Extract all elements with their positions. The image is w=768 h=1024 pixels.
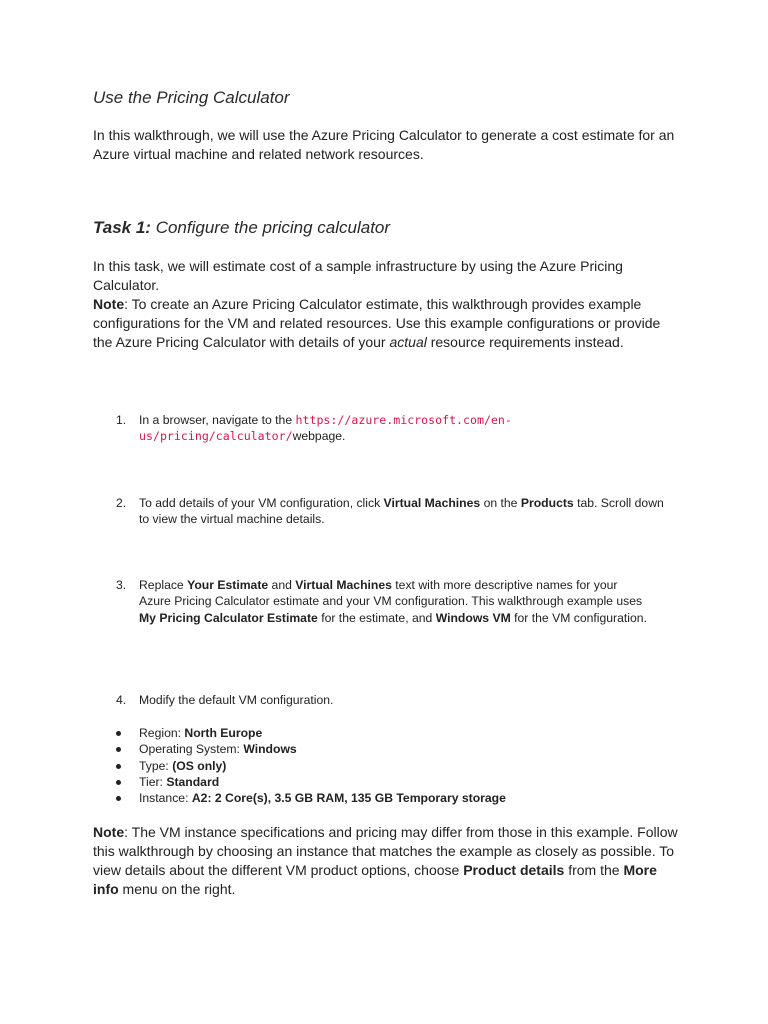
list-item [116,774,676,790]
config-label: Region: [139,726,185,740]
note-text-a: : The VM instance specifications and pricing may differ from those in this example. Follow this walkthrough by choosing an instance that matches the example as closely as possible. To view details about the different VM product options, choose [93,824,678,878]
step-1 [116,412,676,445]
note-paragraph [93,823,683,899]
bullet-icon [116,764,121,769]
vm-config-list [116,725,676,806]
step-bold: Products [520,496,574,510]
note-bold-product-details: Product details [463,862,565,878]
task-intro-text: In this task, we will estimate cost of a sample infrastructure by using the Azure Pricing Calculator. [93,258,623,293]
config-value: (OS only) [172,758,227,773]
note-text-c: menu on the right. [118,881,236,897]
config-label: Type: [139,758,173,773]
note-emphasis: actual [389,334,427,350]
config-label: Instance: [139,791,192,806]
step-text: To add details of your VM configuration, click [139,496,384,510]
step-4 [116,692,676,708]
bullet-icon [116,731,121,736]
step-number: 4. [116,693,127,707]
config-value: A2: 2 Core(s), 3.5 GB RAM, 135 GB Temporary storage [191,791,506,806]
bullet-icon [116,780,121,785]
bullet-icon [116,747,121,752]
note-text-a: : To create an Azure Pricing Calculator estimate, this walkthrough provides example configurations for the VM and related resources. Use this example configurations or provide the Azure Pricing Calculator with details of your [93,296,661,350]
step-text: for the estimate, and [317,610,436,625]
step-body [139,495,676,528]
note-label: Note [93,296,125,312]
step-bold: Virtual Machines [383,496,481,510]
step-body [139,412,539,445]
bullet-icon [116,796,121,801]
step-text: on the [480,496,521,510]
note-text-b: from the [564,862,624,878]
config-value: North Europe [184,726,263,740]
note-bold-more-info: More info [93,862,657,897]
config-label: Operating System: [139,742,244,757]
page-title: Use the Pricing Calculator [93,88,290,107]
step-number: 3. [116,578,127,592]
step-bold: Your Estimate [187,578,269,592]
step-text: text with more descriptive names for your Azure Pricing Calculator estimate and your VM configuration. This walkthrough example uses [139,578,643,609]
step-text: and [268,578,296,592]
step-text: webpage. [292,429,346,444]
task-label: Task 1: [93,218,151,237]
step-2 [116,495,676,528]
step-text: for the VM configuration. [510,610,647,625]
calculator-url-link[interactable]: https://azure.microsoft.com/en-us/pricing/calculator/ [139,413,512,444]
task-title: Configure the pricing calculator [155,218,391,237]
step-number: 2. [116,496,127,510]
list-item [116,790,676,806]
intro-paragraph: In this walkthrough, we will use the Azure Pricing Calculator to generate a cost estimate for an Azure virtual machine and related network resources. [93,127,675,162]
step-bold: Virtual Machines [295,578,392,592]
list-item [116,758,676,774]
step-text: In a browser, navigate to the [139,413,296,427]
step-bold: My Pricing Calculator Estimate [139,610,318,625]
note-text-b: resource requirements instead. [426,334,624,350]
step-body [139,577,649,626]
task-heading [93,218,390,238]
list-item [116,741,676,757]
step-3 [116,577,676,626]
config-value: Standard [166,774,220,789]
config-value: Windows [243,742,297,757]
config-label: Tier: [139,774,167,789]
note-label: Note [93,824,125,840]
step-body: Modify the default VM configuration. [139,693,334,707]
step-text: tab. Scroll down to view the virtual machine details. [139,496,664,527]
task-intro-paragraph [93,257,683,352]
list-item [116,725,676,741]
step-number: 1. [116,413,127,427]
step-bold: Windows VM [435,610,511,625]
step-text: Replace [139,578,188,592]
